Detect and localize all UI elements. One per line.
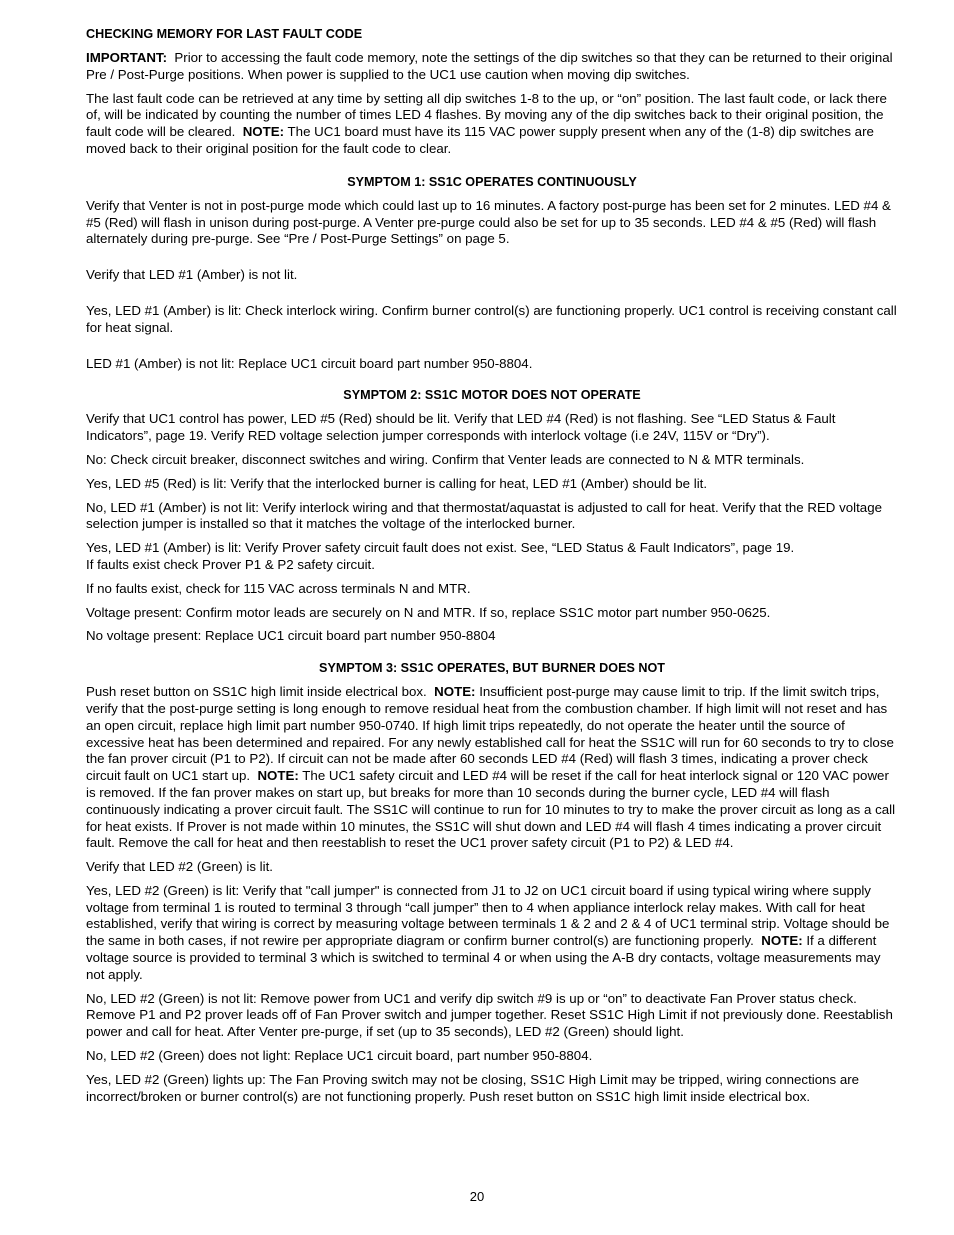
symptom2-paragraph: Voltage present: Confirm motor leads are securely on N and MTR. If so, replace SS1C motor part number 950-0625. [86,604,771,620]
symptom2-paragraph: Verify that UC1 control has power, LED #5 (Red) should be lit. Verify that LED #4 (Red) is not flashing. See “LED Status & Fault Indicators”, page 19. Verify RED voltage selection jumper corresponds with interlock voltage (i.e 24V, 115V or “Dry”). [86,411,836,444]
symptom2-paragraph: Yes, LED #5 (Red) is lit: Verify that the interlocked burner is calling for heat, LED #1 (Amber) should be lit. [86,475,708,491]
symptom3-paragraph: Verify that LED #2 (Green) is lit. [86,859,273,875]
symptom1-paragraph: LED #1 (Amber) is not lit: Replace UC1 circuit board part number 950-8804. [86,355,533,371]
symptom2-line: Yes, LED #1 (Amber) is lit: Verify Prover safety circuit fault does not exist. See, “LED Status & Fault Indicators”, page 19. [86,540,795,556]
symptom2-paragraph: If no faults exist, check for 115 VAC across terminals N and MTR. [86,580,471,596]
symptom3-text: The UC1 safety circuit and LED #4 will be reset if the call for heat interlock signal or 120 VAC power is removed. If the fan prover makes on start up, but breaks for more than 10 seconds during the burner cycle, LED #4 will flash continuously indicating a prover circuit fault. The SS1C will continue to run for 10 minutes to try to make the prover circuit as long as a call for heat exists. If Prover is not made within 10 minutes, the SS1C will shut down and LED #4 will flash 4 times indicating a prover circuit fault. Remove the call for heat and then reestablish to reset the UC1 prover safety circuit (P1 to P2) & LED #4. [86,768,896,851]
note-label: NOTE: [257,768,299,784]
important-text: Prior to accessing the fault code memory, note the settings of the dip switches so that they can be returned to their original Pre / Post-Purge positions. When power is supplied to the UC1 use caution when moving dip switches. [86,50,893,82]
symptom3-paragraph: No, LED #2 (Green) is not lit: Remove power from UC1 and verify dip switch #9 is up or “on” to deactivate Fan Prover status check. Remove P1 and P2 prover leads off of Fan Prover switch and jumper together. Reset SS1C High Limit if not previously done. Reestablish power and call for heat. After Venter pre-purge, if set (up to 35 seconds), LED #2 (Green) should light. [86,990,893,1040]
important-paragraph [86,50,898,84]
symptom2-paragraph: No voltage present: Replace UC1 circuit board part number 950-8804 [86,628,496,644]
important-label: IMPORTANT: [86,50,168,65]
symptom2-heading: SYMPTOM 2: SS1C MOTOR DOES NOT OPERATE [343,388,641,403]
section-heading-fault-code: CHECKING MEMORY FOR LAST FAULT CODE [86,27,363,41]
symptom1-heading: SYMPTOM 1: SS1C OPERATES CONTINUOUSLY [347,174,637,189]
symptom1-paragraph: Verify that Venter is not in post-purge mode which could last up to 16 minutes. A factory post-purge has been set for 2 minutes. LED #4 & #5 (Red) will flash in unison during post-purge. A Venter pre-purge could also be set for up to 35 seconds. LED #4 & #5 (Red) will flash alternately during pre-purge. See “Pre / Post-Purge Settings” on page 5. [86,197,891,247]
symptom3-paragraph: Yes, LED #2 (Green) lights up: The Fan Proving switch may not be closing, SS1C High Limit may be tripped, wiring connections are incorrect/broken or burner control(s) are not functioning properly. Push reset button on SS1C high limit inside electrical box. [86,1071,860,1104]
symptom3-paragraph: No, LED #2 (Green) does not light: Replace UC1 circuit board, part number 950-8804. [86,1048,593,1064]
symptom3-paragraph [86,684,898,852]
note-label: NOTE: [242,124,285,140]
symptom2-paragraph: No, LED #1 (Amber) is not lit: Verify interlock wiring and that thermostat/aquastat is adjusted to call for heat. Verify that the RED voltage selection jumper is installed so that it matches the voltage of the interlocked burner. [86,499,882,532]
symptom3-text: Insufficient post-purge may cause limit to trip. If the limit switch trips, verify that the post-purge setting is long enough to remove residual heat from the combustion chamber. If high limit will not reset and has an open circuit, replace high limit part number 950-0740. If high limit trips repeatedly, do not operate the heater until the source of excessive heat has been determined and repaired. For any newly established call for heat the SS1C will run for 60 seconds to try to close the fan prover circuit (P1 to P2). If circuit can not be made after 60 seconds LED #4 (Red) will flash 3 times, indicating a prover check circuit fault on UC1 start up. [86,684,894,784]
symptom3-text: If a different voltage source is provided to terminal 3 which is switched to terminal 4 or when using the A-B dry contacts, voltage measurements may not apply. [86,933,881,982]
note-text: The UC1 board must have its 115 VAC power supply present when any of the (1-8) dip switches are moved back to their original position for the fault code to clear. [86,124,874,156]
symptom3-heading: SYMPTOM 3: SS1C OPERATES, BUT BURNER DOES NOT [319,661,665,676]
page-number: 20 [469,1189,485,1204]
symptom2-line: If faults exist check Prover P1 & P2 safety circuit. [86,556,375,572]
symptom3-text: Push reset button on SS1C high limit inside electrical box. [86,684,427,700]
fault-code-paragraph [86,91,898,158]
note-label: NOTE: [761,933,803,949]
symptom3-paragraph [86,883,898,984]
page-content [86,27,898,1112]
symptom3-text: Yes, LED #2 (Green) is lit: Verify that "call jumper" is connected from J1 to J2 on UC1 circuit board if using typical wiring where supply voltage from terminal 1 is routed to terminal 3 through “call jumper” then to 4 when appliance interlock relay makes. With call for heat established, verify that wiring is correct by measuring voltage between terminals 1 & 2 and 2 & 4 of UC1 terminal strip. Voltage should be the same in both cases, if not rewire per appropriate diagram or confirm burner control(s) are functioning properly. [86,882,890,949]
symptom2-paragraph [86,540,898,574]
note-label: NOTE: [434,684,476,700]
symptom1-paragraph: Yes, LED #1 (Amber) is lit: Check interlock wiring. Confirm burner control(s) are functioning properly. UC1 control is receiving constant call for heat signal. [86,302,897,335]
symptom2-paragraph: No: Check circuit breaker, disconnect switches and wiring. Confirm that Venter leads are connected to N & MTR terminals. [86,451,805,467]
fault-code-text: The last fault code can be retrieved at any time by setting all dip switches 1-8 to the up, or “on” position. The last fault code, or lack there of, will be indicated by counting the number of times LED 4 flashes. By moving any of the dip switches back to their original position, the fault code will be cleared. [86,90,887,140]
symptom1-paragraph: Verify that LED #1 (Amber) is not lit. [86,267,298,283]
